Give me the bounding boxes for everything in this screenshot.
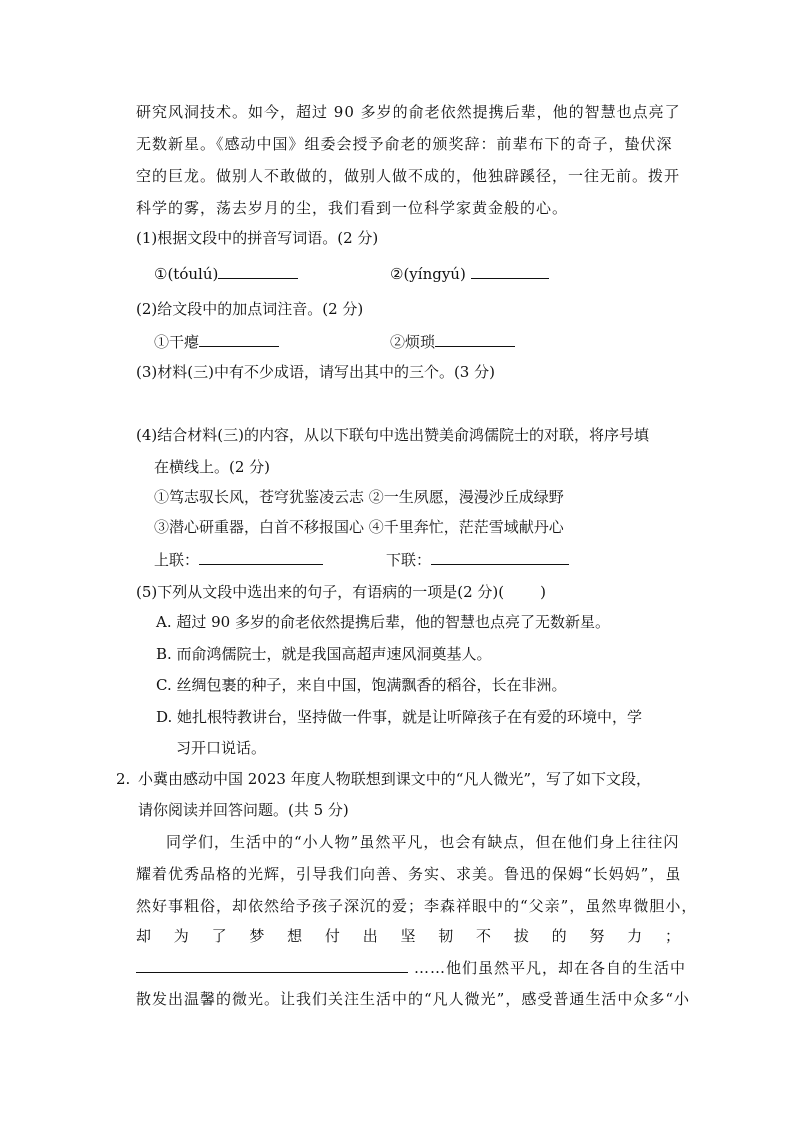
- q2-item2: [390, 332, 515, 352]
- q1-item2-label: ②(yíngyú): [390, 265, 466, 283]
- q5-option-a[interactable]: A. 超过 90 多岁的俞老依然提携后辈，他的智慧也点亮了无数新星。: [156, 613, 610, 631]
- para-line-4-char: 梦: [249, 927, 266, 945]
- para-fill-blank[interactable]: [136, 958, 408, 973]
- q5-stem: [136, 582, 546, 602]
- para-line-4-char: 不: [476, 927, 493, 945]
- q3-stem: (3)材料(三)中有不少成语，请写出其中的三个。(3 分): [136, 363, 495, 381]
- q4-options-line1: ①笃志驭长风，苍穹犹鉴凌云志 ②一生夙愿，漫漫沙丘成绿野: [154, 488, 564, 506]
- para-line-4-char: 想: [287, 927, 304, 945]
- q1-item1-label: ①(tóulú): [154, 265, 219, 283]
- para-line-4-char: 力: [627, 927, 644, 945]
- q2-item1-blank[interactable]: [199, 332, 279, 347]
- passage-line-2: 无数新星。《感动中国》组委会授予俞老的颁奖辞：前辈布下的奇子，蛰伏深: [136, 135, 673, 153]
- passage-line-3: 空的巨龙。做别人不敢做的，做别人做不成的，他独辟蹊径，一往无前。拨开: [136, 167, 681, 185]
- question-2-stem-line1: 小冀由感动中国 2023 年度人物联想到课文中的“凡人微光”，写了如下文段，: [138, 770, 652, 788]
- q5-option-b[interactable]: B. 而俞鸿儒院士，就是我国高超声速风洞奠基人。: [156, 645, 492, 663]
- q1-item2: [390, 264, 549, 284]
- passage-line-4: 科学的雾，荡去岁月的尘，我们看到一位科学家黄金般的心。: [136, 199, 569, 217]
- question-2-number: 2.: [116, 770, 131, 788]
- para-line-4-char: ；: [664, 927, 681, 945]
- q1-item1-blank[interactable]: [218, 264, 298, 279]
- q4-lower-label: 下联：: [386, 551, 432, 569]
- q2-stem: (2)给文段中的加点词注音。(2 分): [136, 300, 364, 318]
- q1-item2-blank[interactable]: [471, 264, 549, 279]
- para-line-5: [136, 958, 686, 978]
- q5-option-c[interactable]: C. 丝绸包裹的种子，来自中国，饱满飘香的稻谷，长在非洲。: [156, 676, 567, 694]
- q2-item2-blank[interactable]: [435, 332, 515, 347]
- question-2-stem-line2: 请你阅读并回答问题。(共 5 分): [138, 801, 349, 819]
- q4-upper-label: 上联：: [154, 551, 200, 569]
- para-line-4-char: 拔: [513, 927, 530, 945]
- q5-option-d[interactable]: D. 她扎根特教讲台，坚持做一件事，就是让听障孩子在有爱的环境中，学: [156, 708, 643, 726]
- para-line-1: 同学们，生活中的“小人物”虽然平凡，也会有缺点，但在他们身上往往闪: [166, 833, 680, 851]
- para-line-5-text: ……他们虽然平凡，却在各自的生活中: [414, 959, 687, 977]
- para-line-6: 散发出温馨的微光。让我们关注生活中的“凡人微光”，感受普通生活中众多“小: [136, 990, 691, 1008]
- q5-stem-close: ): [540, 583, 546, 601]
- para-line-4-char: 的: [551, 927, 568, 945]
- para-line-4-char: 努: [589, 927, 606, 945]
- para-line-3: 然好事粗俗，却依然给予孩子深沉的爱；李森祥眼中的“父亲”，虽然卑微胆小，: [136, 897, 698, 915]
- q2-item2-label: ②烦琐: [390, 333, 436, 351]
- q5-stem-text: (5)下列从文段中选出来的句子，有语病的一项是(2 分)(: [136, 583, 505, 601]
- para-line-4-char: 坚: [400, 927, 417, 945]
- para-line-4-char: 为: [173, 927, 190, 945]
- para-line-4-char: 了: [211, 927, 228, 945]
- q4-lower-blank[interactable]: [431, 550, 569, 565]
- q4-upper-blank[interactable]: [199, 550, 323, 565]
- q4-lower-couplet: [386, 550, 569, 570]
- para-line-4: [136, 926, 681, 946]
- q1-stem: (1)根据文段中的拼音写词语。(2 分): [136, 229, 379, 247]
- para-line-4-char: 却: [136, 927, 153, 945]
- q5-option-d-cont: 习开口说话。: [176, 739, 267, 757]
- q4-options-line2: ③潜心研重器，白首不移报国心 ④千里奔忙，茫茫雪域献丹心: [154, 518, 564, 536]
- para-line-4-char: 韧: [438, 927, 455, 945]
- q4-upper-couplet: [154, 550, 323, 570]
- q4-stem-line1: (4)结合材料(三)的内容，从以下联句中选出赞美俞鸿儒院士的对联，将序号填: [136, 426, 649, 444]
- q1-item1: [154, 264, 298, 284]
- passage-line-1: 研究风洞技术。如今，超过 90 多岁的俞老依然提携后辈，他的智慧也点亮了: [136, 103, 681, 121]
- para-line-2: 耀着优秀品格的光辉，引导我们向善、务实、求美。鲁迅的保姆“长妈妈”，虽: [136, 865, 682, 883]
- q2-item1-label: ①干瘪: [154, 333, 200, 351]
- para-line-4-char: 出: [362, 927, 379, 945]
- para-line-4-char: 付: [324, 927, 341, 945]
- q2-item1: [154, 332, 279, 352]
- q4-stem-line2: 在横线上。(2 分): [154, 458, 271, 476]
